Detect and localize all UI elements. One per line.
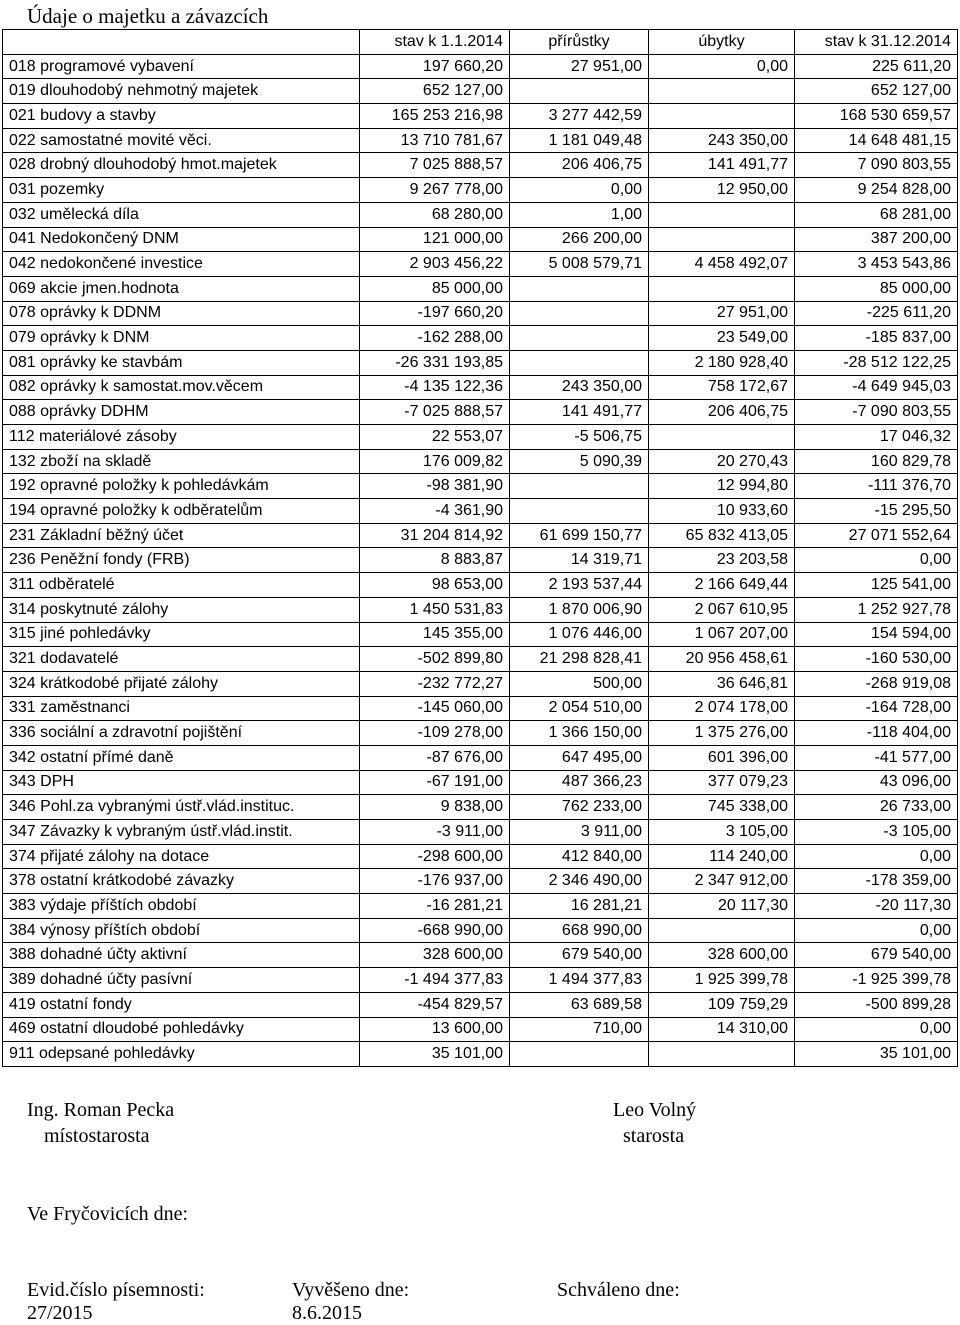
- account-name-cell: 019 dlouhodobý nehmotný majetek: [3, 79, 360, 104]
- table-row: [3, 202, 958, 227]
- opening-balance-cell: -145 060,00: [360, 696, 510, 721]
- place-date-label: Ve Fryčovicích dne:: [27, 1203, 189, 1225]
- opening-balance-cell: -3 911,00: [360, 820, 510, 845]
- account-name-cell: 314 poskytnuté zálohy: [3, 597, 360, 622]
- closing-balance-cell: 0,00: [795, 844, 958, 869]
- opening-balance-cell: -668 990,00: [360, 918, 510, 943]
- table-row: [3, 745, 958, 770]
- increase-cell: 14 319,71: [510, 548, 649, 573]
- closing-balance-cell: -160 530,00: [795, 647, 958, 672]
- signatory-right-name: Leo Volný: [613, 1099, 697, 1121]
- opening-balance-cell: 35 101,00: [360, 1042, 510, 1067]
- increase-cell: 1 076 446,00: [510, 622, 649, 647]
- account-name-cell: 331 zaměstnanci: [3, 696, 360, 721]
- account-name-cell: 388 dohadné účty aktivní: [3, 943, 360, 968]
- closing-balance-cell: -185 837,00: [795, 326, 958, 351]
- closing-balance-cell: 68 281,00: [795, 202, 958, 227]
- account-name-cell: 231 Základní běžný účet: [3, 523, 360, 548]
- opening-balance-cell: 328 600,00: [360, 943, 510, 968]
- account-name-cell: 081 oprávky ke stavbám: [3, 350, 360, 375]
- table-row: [3, 795, 958, 820]
- increase-cell: 27 951,00: [510, 54, 649, 79]
- account-name-cell: 032 umělecká díla: [3, 202, 360, 227]
- opening-balance-cell: -4 135 122,36: [360, 375, 510, 400]
- increase-cell: 266 200,00: [510, 227, 649, 252]
- increase-cell: 710,00: [510, 1017, 649, 1042]
- header-account: [3, 30, 360, 55]
- closing-balance-cell: -1 925 399,78: [795, 968, 958, 993]
- closing-balance-cell: -41 577,00: [795, 745, 958, 770]
- account-name-cell: 378 ostatní krátkodobé závazky: [3, 869, 360, 894]
- reference-number-value: 27/2015: [27, 1302, 93, 1324]
- account-name-cell: 018 programové vybavení: [3, 54, 360, 79]
- opening-balance-cell: -454 829,57: [360, 992, 510, 1017]
- closing-balance-cell: 387 200,00: [795, 227, 958, 252]
- decrease-cell: 141 491,77: [649, 153, 795, 178]
- opening-balance-cell: 31 204 814,92: [360, 523, 510, 548]
- closing-balance-cell: 1 252 927,78: [795, 597, 958, 622]
- closing-balance-cell: -164 728,00: [795, 696, 958, 721]
- table-header-row: [3, 30, 958, 55]
- account-name-cell: 342 ostatní přímé daně: [3, 745, 360, 770]
- closing-balance-cell: -225 611,20: [795, 301, 958, 326]
- increase-cell: 1 494 377,83: [510, 968, 649, 993]
- decrease-cell: 243 350,00: [649, 128, 795, 153]
- decrease-cell: 2 166 649,44: [649, 573, 795, 598]
- closing-balance-cell: -178 359,00: [795, 869, 958, 894]
- closing-balance-cell: 17 046,32: [795, 425, 958, 450]
- signatory-right-role: starosta: [623, 1125, 685, 1147]
- decrease-cell: 4 458 492,07: [649, 252, 795, 277]
- account-name-cell: 324 krátkodobé přijaté zálohy: [3, 671, 360, 696]
- account-name-cell: 346 Pohl.za vybranými ústř.vlád.instituc.: [3, 795, 360, 820]
- increase-cell: 487 366,23: [510, 770, 649, 795]
- opening-balance-cell: 9 267 778,00: [360, 178, 510, 203]
- increase-cell: 206 406,75: [510, 153, 649, 178]
- account-name-cell: 383 výdaje příštích období: [3, 894, 360, 919]
- closing-balance-cell: -3 105,00: [795, 820, 958, 845]
- table-row: [3, 79, 958, 104]
- decrease-cell: [649, 918, 795, 943]
- closing-balance-cell: 160 829,78: [795, 449, 958, 474]
- posted-date-label: Vyvěšeno dne:: [292, 1279, 410, 1301]
- decrease-cell: 745 338,00: [649, 795, 795, 820]
- closing-balance-cell: -15 295,50: [795, 499, 958, 524]
- table-row: [3, 400, 958, 425]
- closing-balance-cell: 154 594,00: [795, 622, 958, 647]
- table-row: [3, 449, 958, 474]
- increase-cell: -5 506,75: [510, 425, 649, 450]
- table-row: [3, 968, 958, 993]
- account-name-cell: 079 oprávky k DNM: [3, 326, 360, 351]
- opening-balance-cell: 9 838,00: [360, 795, 510, 820]
- table-row: [3, 326, 958, 351]
- decrease-cell: [649, 202, 795, 227]
- decrease-cell: 601 396,00: [649, 745, 795, 770]
- decrease-cell: 3 105,00: [649, 820, 795, 845]
- decrease-cell: 23 549,00: [649, 326, 795, 351]
- decrease-cell: 206 406,75: [649, 400, 795, 425]
- account-name-cell: 078 oprávky k DDNM: [3, 301, 360, 326]
- increase-cell: 16 281,21: [510, 894, 649, 919]
- opening-balance-cell: -502 899,80: [360, 647, 510, 672]
- closing-balance-cell: 0,00: [795, 1017, 958, 1042]
- table-row: [3, 153, 958, 178]
- increase-cell: [510, 1042, 649, 1067]
- opening-balance-cell: 176 009,82: [360, 449, 510, 474]
- increase-cell: 63 689,58: [510, 992, 649, 1017]
- increase-cell: 1 366 150,00: [510, 721, 649, 746]
- opening-balance-cell: 1 450 531,83: [360, 597, 510, 622]
- decrease-cell: 1 925 399,78: [649, 968, 795, 993]
- increase-cell: 5 090,39: [510, 449, 649, 474]
- decrease-cell: 1 375 276,00: [649, 721, 795, 746]
- increase-cell: [510, 301, 649, 326]
- closing-balance-cell: 168 530 659,57: [795, 104, 958, 129]
- increase-cell: 1,00: [510, 202, 649, 227]
- table-row: [3, 597, 958, 622]
- decrease-cell: [649, 104, 795, 129]
- increase-cell: 3 911,00: [510, 820, 649, 845]
- opening-balance-cell: -26 331 193,85: [360, 350, 510, 375]
- document-title: Údaje o majetku a závazcích: [27, 4, 269, 28]
- posted-date-value: 8.6.2015: [292, 1302, 362, 1324]
- decrease-cell: 36 646,81: [649, 671, 795, 696]
- opening-balance-cell: -67 191,00: [360, 770, 510, 795]
- increase-cell: 679 540,00: [510, 943, 649, 968]
- table-row: [3, 671, 958, 696]
- header-opening-balance: stav k 1.1.2014: [360, 30, 510, 55]
- decrease-cell: [649, 425, 795, 450]
- header-decrease: úbytky: [649, 30, 795, 55]
- opening-balance-cell: 197 660,20: [360, 54, 510, 79]
- decrease-cell: 328 600,00: [649, 943, 795, 968]
- decrease-cell: 23 203,58: [649, 548, 795, 573]
- decrease-cell: 0,00: [649, 54, 795, 79]
- increase-cell: 21 298 828,41: [510, 647, 649, 672]
- decrease-cell: [649, 227, 795, 252]
- opening-balance-cell: 13 710 781,67: [360, 128, 510, 153]
- closing-balance-cell: 225 611,20: [795, 54, 958, 79]
- decrease-cell: 12 950,00: [649, 178, 795, 203]
- table-row: [3, 696, 958, 721]
- decrease-cell: 2 074 178,00: [649, 696, 795, 721]
- increase-cell: 2 346 490,00: [510, 869, 649, 894]
- closing-balance-cell: 0,00: [795, 548, 958, 573]
- closing-balance-cell: 652 127,00: [795, 79, 958, 104]
- opening-balance-cell: -109 278,00: [360, 721, 510, 746]
- increase-cell: 141 491,77: [510, 400, 649, 425]
- closing-balance-cell: -4 649 945,03: [795, 375, 958, 400]
- table-row: [3, 301, 958, 326]
- decrease-cell: 14 310,00: [649, 1017, 795, 1042]
- closing-balance-cell: 125 541,00: [795, 573, 958, 598]
- increase-cell: 762 233,00: [510, 795, 649, 820]
- account-name-cell: 384 výnosy příštích období: [3, 918, 360, 943]
- account-name-cell: 192 opravné položky k pohledávkám: [3, 474, 360, 499]
- table-row: [3, 721, 958, 746]
- increase-cell: 5 008 579,71: [510, 252, 649, 277]
- account-name-cell: 194 opravné položky k odběratelům: [3, 499, 360, 524]
- increase-cell: [510, 474, 649, 499]
- increase-cell: 1 181 049,48: [510, 128, 649, 153]
- decrease-cell: 65 832 413,05: [649, 523, 795, 548]
- account-name-cell: 088 oprávky DDHM: [3, 400, 360, 425]
- opening-balance-cell: 2 903 456,22: [360, 252, 510, 277]
- reference-number-label: Evid.číslo písemnosti:: [27, 1279, 205, 1301]
- decrease-cell: 20 956 458,61: [649, 647, 795, 672]
- table-row: [3, 918, 958, 943]
- account-name-cell: 389 dohadné účty pasívní: [3, 968, 360, 993]
- opening-balance-cell: -7 025 888,57: [360, 400, 510, 425]
- decrease-cell: 12 994,80: [649, 474, 795, 499]
- table-row: [3, 1017, 958, 1042]
- increase-cell: [510, 276, 649, 301]
- closing-balance-cell: -118 404,00: [795, 721, 958, 746]
- table-row: [3, 375, 958, 400]
- approved-date-label: Schváleno dne:: [557, 1279, 680, 1301]
- increase-cell: 0,00: [510, 178, 649, 203]
- closing-balance-cell: 85 000,00: [795, 276, 958, 301]
- closing-balance-cell: 9 254 828,00: [795, 178, 958, 203]
- account-name-cell: 321 dodavatelé: [3, 647, 360, 672]
- decrease-cell: 10 933,60: [649, 499, 795, 524]
- closing-balance-cell: 27 071 552,64: [795, 523, 958, 548]
- decrease-cell: 377 079,23: [649, 770, 795, 795]
- account-name-cell: 315 jiné pohledávky: [3, 622, 360, 647]
- opening-balance-cell: 8 883,87: [360, 548, 510, 573]
- signatory-left-role: místostarosta: [44, 1125, 150, 1147]
- account-name-cell: 419 ostatní fondy: [3, 992, 360, 1017]
- increase-cell: [510, 326, 649, 351]
- increase-cell: [510, 499, 649, 524]
- table-row: [3, 178, 958, 203]
- account-name-cell: 911 odepsané pohledávky: [3, 1042, 360, 1067]
- decrease-cell: [649, 79, 795, 104]
- opening-balance-cell: -197 660,20: [360, 301, 510, 326]
- closing-balance-cell: 43 096,00: [795, 770, 958, 795]
- increase-cell: 647 495,00: [510, 745, 649, 770]
- table-row: [3, 474, 958, 499]
- decrease-cell: 20 270,43: [649, 449, 795, 474]
- account-name-cell: 082 oprávky k samostat.mov.věcem: [3, 375, 360, 400]
- signatory-left-name: Ing. Roman Pecka: [27, 1099, 175, 1121]
- table-row: [3, 227, 958, 252]
- account-name-cell: 112 materiálové zásoby: [3, 425, 360, 450]
- decrease-cell: 109 759,29: [649, 992, 795, 1017]
- table-row: [3, 252, 958, 277]
- table-row: [3, 820, 958, 845]
- opening-balance-cell: 22 553,07: [360, 425, 510, 450]
- opening-balance-cell: 145 355,00: [360, 622, 510, 647]
- table-row: [3, 523, 958, 548]
- opening-balance-cell: -162 288,00: [360, 326, 510, 351]
- account-name-cell: 041 Nedokončený DNM: [3, 227, 360, 252]
- decrease-cell: [649, 276, 795, 301]
- account-name-cell: 042 nedokončené investice: [3, 252, 360, 277]
- increase-cell: 500,00: [510, 671, 649, 696]
- increase-cell: 243 350,00: [510, 375, 649, 400]
- increase-cell: 61 699 150,77: [510, 523, 649, 548]
- closing-balance-cell: 14 648 481,15: [795, 128, 958, 153]
- account-name-cell: 022 samostatné movité věci.: [3, 128, 360, 153]
- increase-cell: 2 054 510,00: [510, 696, 649, 721]
- table-row: [3, 54, 958, 79]
- decrease-cell: 27 951,00: [649, 301, 795, 326]
- increase-cell: 3 277 442,59: [510, 104, 649, 129]
- decrease-cell: 114 240,00: [649, 844, 795, 869]
- asset-liability-table: [2, 29, 958, 1067]
- table-row: [3, 276, 958, 301]
- opening-balance-cell: 98 653,00: [360, 573, 510, 598]
- table-row: [3, 573, 958, 598]
- opening-balance-cell: -4 361,90: [360, 499, 510, 524]
- closing-balance-cell: 26 733,00: [795, 795, 958, 820]
- increase-cell: 1 870 006,90: [510, 597, 649, 622]
- table-row: [3, 770, 958, 795]
- account-name-cell: 132 zboží na skladě: [3, 449, 360, 474]
- table-row: [3, 425, 958, 450]
- opening-balance-cell: -87 676,00: [360, 745, 510, 770]
- decrease-cell: 1 067 207,00: [649, 622, 795, 647]
- table-row: [3, 1042, 958, 1067]
- opening-balance-cell: 13 600,00: [360, 1017, 510, 1042]
- decrease-cell: 2 067 610,95: [649, 597, 795, 622]
- opening-balance-cell: 652 127,00: [360, 79, 510, 104]
- header-increase: přírůstky: [510, 30, 649, 55]
- table-row: [3, 350, 958, 375]
- closing-balance-cell: 7 090 803,55: [795, 153, 958, 178]
- account-name-cell: 031 pozemky: [3, 178, 360, 203]
- table-row: [3, 499, 958, 524]
- opening-balance-cell: -1 494 377,83: [360, 968, 510, 993]
- table-row: [3, 104, 958, 129]
- account-name-cell: 311 odběratelé: [3, 573, 360, 598]
- account-name-cell: 347 Závazky k vybraným ústř.vlád.instit.: [3, 820, 360, 845]
- opening-balance-cell: -176 937,00: [360, 869, 510, 894]
- opening-balance-cell: -298 600,00: [360, 844, 510, 869]
- closing-balance-cell: -111 376,70: [795, 474, 958, 499]
- opening-balance-cell: 121 000,00: [360, 227, 510, 252]
- closing-balance-cell: -268 919,08: [795, 671, 958, 696]
- table-row: [3, 548, 958, 573]
- closing-balance-cell: 35 101,00: [795, 1042, 958, 1067]
- decrease-cell: 2 180 928,40: [649, 350, 795, 375]
- account-name-cell: 336 sociální a zdravotní pojištění: [3, 721, 360, 746]
- decrease-cell: 2 347 912,00: [649, 869, 795, 894]
- closing-balance-cell: -28 512 122,25: [795, 350, 958, 375]
- opening-balance-cell: -98 381,90: [360, 474, 510, 499]
- closing-balance-cell: 679 540,00: [795, 943, 958, 968]
- table-row: [3, 992, 958, 1017]
- opening-balance-cell: -232 772,27: [360, 671, 510, 696]
- table-row: [3, 844, 958, 869]
- opening-balance-cell: -16 281,21: [360, 894, 510, 919]
- account-name-cell: 343 DPH: [3, 770, 360, 795]
- account-name-cell: 069 akcie jmen.hodnota: [3, 276, 360, 301]
- table-row: [3, 943, 958, 968]
- increase-cell: 2 193 537,44: [510, 573, 649, 598]
- closing-balance-cell: -20 117,30: [795, 894, 958, 919]
- table-row: [3, 894, 958, 919]
- increase-cell: [510, 350, 649, 375]
- account-name-cell: 374 přijaté zálohy na dotace: [3, 844, 360, 869]
- opening-balance-cell: 165 253 216,98: [360, 104, 510, 129]
- account-name-cell: 469 ostatní dloudobé pohledávky: [3, 1017, 360, 1042]
- closing-balance-cell: 3 453 543,86: [795, 252, 958, 277]
- table-row: [3, 622, 958, 647]
- increase-cell: 668 990,00: [510, 918, 649, 943]
- closing-balance-cell: -7 090 803,55: [795, 400, 958, 425]
- opening-balance-cell: 68 280,00: [360, 202, 510, 227]
- account-name-cell: 236 Peněžní fondy (FRB): [3, 548, 360, 573]
- opening-balance-cell: 85 000,00: [360, 276, 510, 301]
- decrease-cell: 758 172,67: [649, 375, 795, 400]
- closing-balance-cell: -500 899,28: [795, 992, 958, 1017]
- account-name-cell: 028 drobný dlouhodobý hmot.majetek: [3, 153, 360, 178]
- header-closing-balance: stav k 31.12.2014: [795, 30, 958, 55]
- closing-balance-cell: 0,00: [795, 918, 958, 943]
- decrease-cell: [649, 1042, 795, 1067]
- account-name-cell: 021 budovy a stavby: [3, 104, 360, 129]
- opening-balance-cell: 7 025 888,57: [360, 153, 510, 178]
- table-row: [3, 647, 958, 672]
- increase-cell: [510, 79, 649, 104]
- increase-cell: 412 840,00: [510, 844, 649, 869]
- table-row: [3, 128, 958, 153]
- decrease-cell: 20 117,30: [649, 894, 795, 919]
- table-row: [3, 869, 958, 894]
